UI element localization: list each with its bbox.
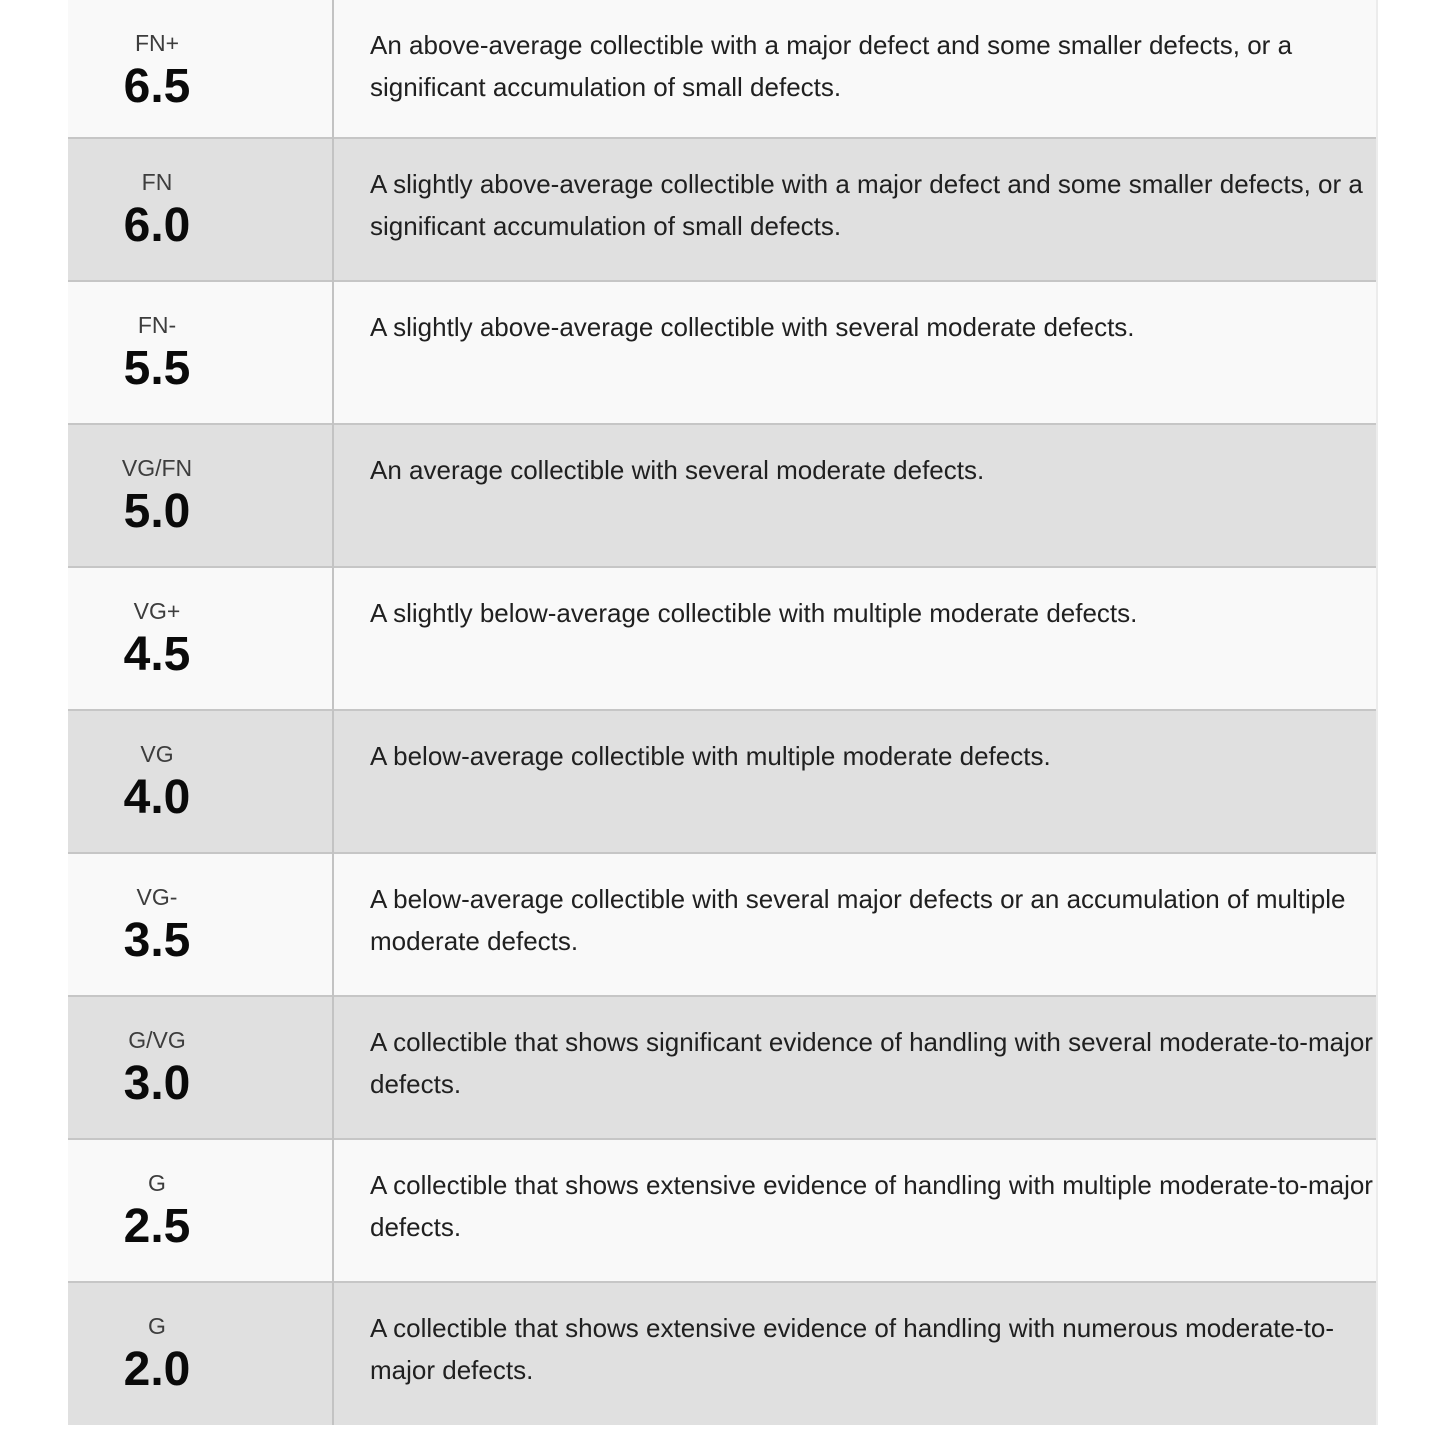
grading-table-body bbox=[68, 0, 1377, 1425]
grade-score: 2.0 bbox=[123, 1343, 191, 1396]
grade-score: 4.0 bbox=[123, 771, 191, 824]
grade-description: A collectible that shows extensive evidence of handling with multiple moderate-to-major defects. bbox=[333, 1139, 1377, 1282]
grade-score: 3.5 bbox=[123, 914, 191, 967]
grade-row bbox=[68, 138, 1377, 281]
grade-description: A collectible that shows extensive evidence of handling with numerous moderate-to-major defects. bbox=[333, 1282, 1377, 1425]
grade-label: FN bbox=[141, 169, 173, 195]
grade-score: 4.5 bbox=[123, 628, 191, 681]
grade-cell bbox=[68, 424, 333, 567]
grade-cell bbox=[68, 710, 333, 853]
grade-description: An above-average collectible with a major defect and some smaller defects, or a significant accumulation of small defects. bbox=[333, 0, 1377, 138]
grade-row bbox=[68, 424, 1377, 567]
grade-description: A slightly below-average collectible with multiple moderate defects. bbox=[333, 567, 1377, 710]
grade-cell bbox=[68, 0, 333, 138]
grade-label: G bbox=[148, 1313, 166, 1339]
grade-label: FN+ bbox=[134, 30, 180, 56]
grade-score: 5.0 bbox=[123, 485, 191, 538]
grade-label: VG+ bbox=[133, 598, 181, 624]
grade-row bbox=[68, 0, 1377, 138]
grade-cell bbox=[68, 281, 333, 424]
grade-score: 6.5 bbox=[123, 60, 191, 113]
grade-cell bbox=[68, 1282, 333, 1425]
grade-score: 3.0 bbox=[123, 1057, 191, 1110]
grade-score: 2.5 bbox=[123, 1200, 191, 1253]
grade-row bbox=[68, 1139, 1377, 1282]
grading-scale-table bbox=[68, 0, 1378, 1425]
grade-cell bbox=[68, 996, 333, 1139]
grade-label: VG- bbox=[136, 884, 178, 910]
grade-cell bbox=[68, 567, 333, 710]
grade-label: VG/FN bbox=[121, 455, 193, 481]
grade-description: An average collectible with several moderate defects. bbox=[333, 424, 1377, 567]
grade-score: 5.5 bbox=[123, 342, 191, 395]
grade-label: G bbox=[148, 1170, 166, 1196]
grade-row bbox=[68, 853, 1377, 996]
grade-cell bbox=[68, 853, 333, 996]
grade-row bbox=[68, 1282, 1377, 1425]
grade-label: G/VG bbox=[128, 1027, 186, 1053]
grade-description: A slightly above-average collectible with a major defect and some smaller defects, or a significant accumulation of small defects. bbox=[333, 138, 1377, 281]
grade-description: A collectible that shows significant evidence of handling with several moderate-to-major defects. bbox=[333, 996, 1377, 1139]
grade-row bbox=[68, 996, 1377, 1139]
grade-cell bbox=[68, 138, 333, 281]
grade-description: A slightly above-average collectible with several moderate defects. bbox=[333, 281, 1377, 424]
grade-row bbox=[68, 281, 1377, 424]
grading-table-container bbox=[68, 0, 1378, 1425]
grade-description: A below-average collectible with several major defects or an accumulation of multiple moderate defects. bbox=[333, 853, 1377, 996]
grade-label: FN- bbox=[137, 312, 177, 338]
grade-row bbox=[68, 567, 1377, 710]
grade-cell bbox=[68, 1139, 333, 1282]
grade-row bbox=[68, 710, 1377, 853]
grade-score: 6.0 bbox=[123, 199, 191, 252]
grade-label: VG bbox=[140, 741, 174, 767]
grade-description: A below-average collectible with multiple moderate defects. bbox=[333, 710, 1377, 853]
